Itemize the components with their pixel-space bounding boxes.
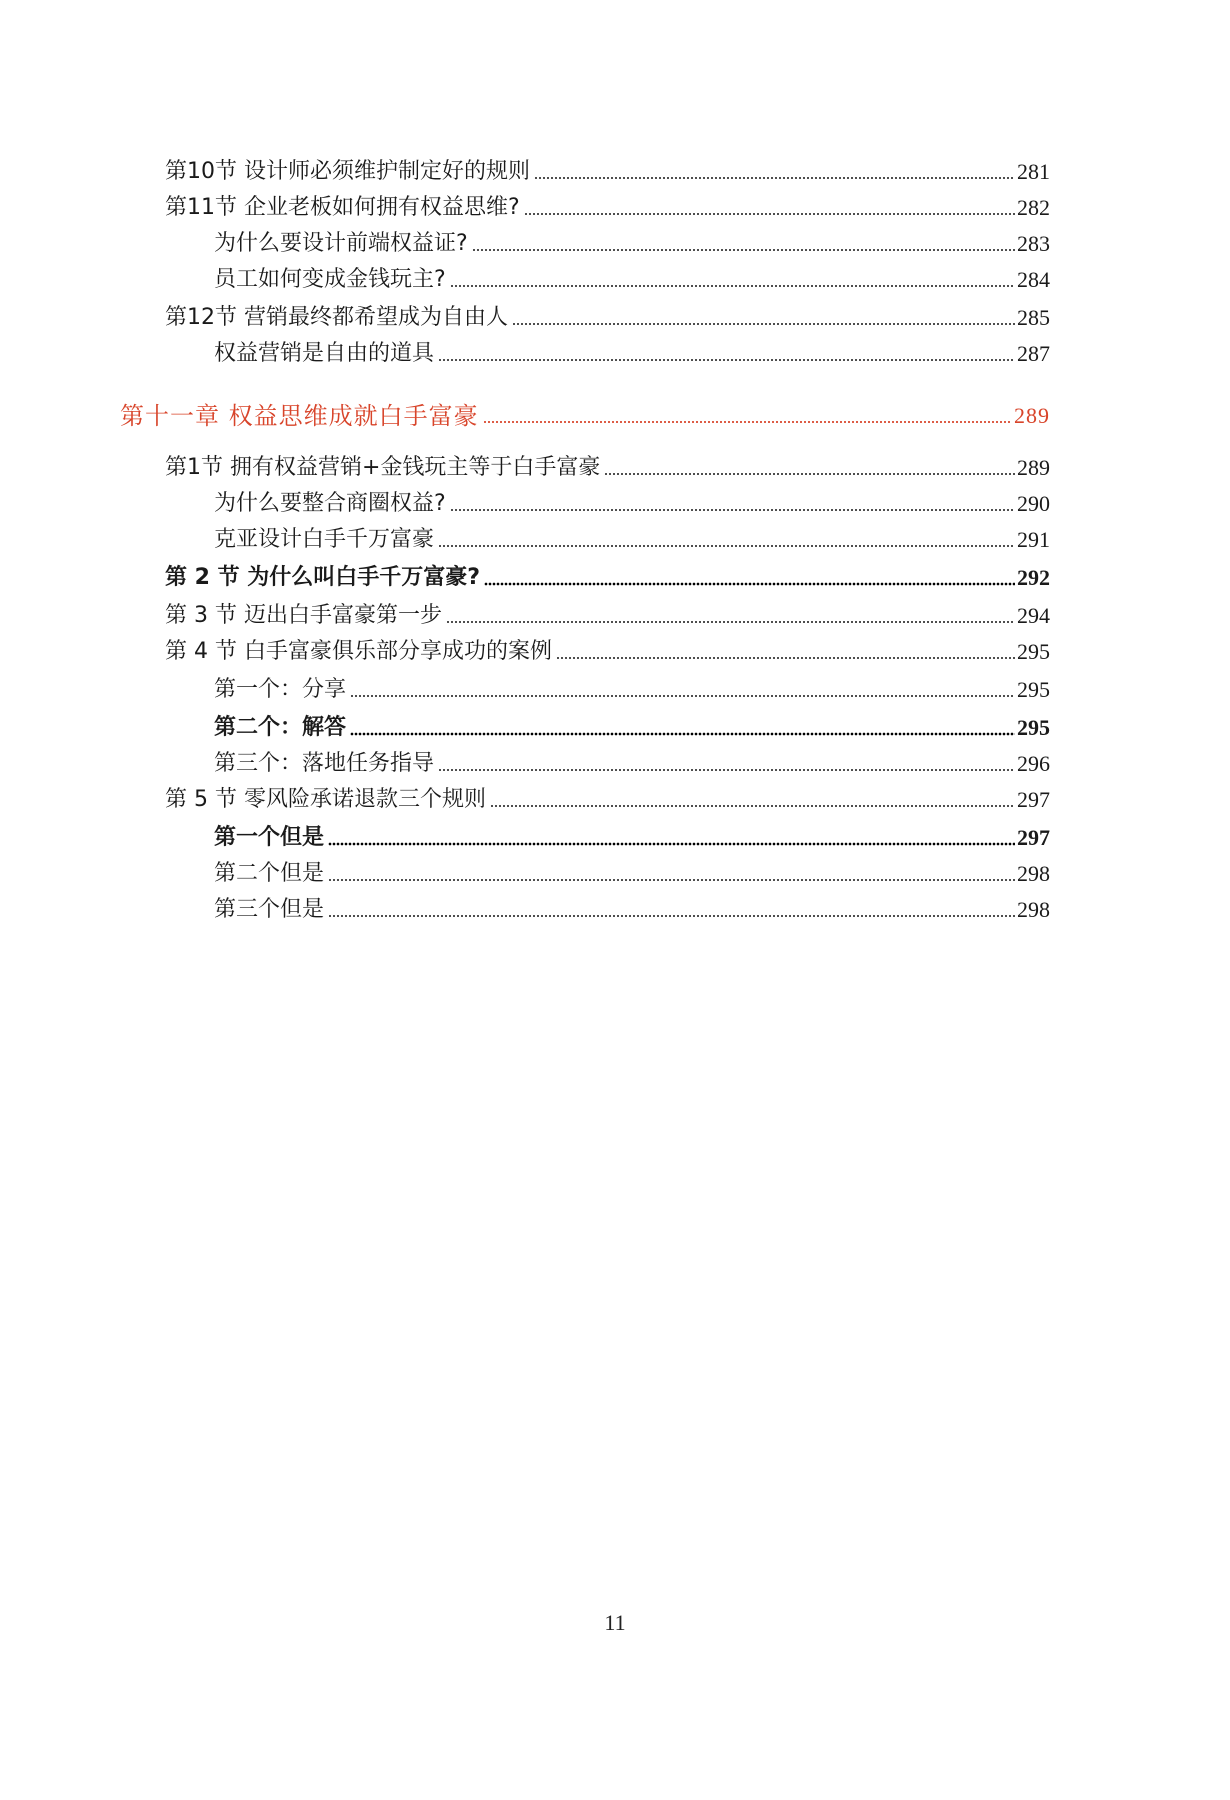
dot-leader [438, 544, 1015, 548]
dot-leader [524, 212, 1015, 216]
toc-entry [165, 448, 1050, 482]
toc-entry-title: 第 5 节 零风险承诺退款三个规则 [165, 787, 486, 812]
toc-entry [165, 632, 1050, 666]
dot-leader [350, 694, 1015, 698]
toc-entry-title: 为什么要整合商圈权益? [214, 491, 446, 516]
dot-leader [484, 582, 1015, 586]
toc-entry-title: 第一个：分享 [214, 677, 347, 702]
dot-leader [450, 508, 1015, 512]
toc-entry-page-number: 289 [1014, 403, 1050, 428]
toc-entry [214, 708, 1050, 742]
toc-entry-title: 第1节 拥有权益营销+金钱玩主等于白手富豪 [165, 455, 601, 480]
dot-leader [472, 248, 1015, 252]
toc-entry-page-number: 291 [1017, 527, 1050, 552]
toc-chapter-entry [120, 396, 1050, 430]
toc-entry [165, 596, 1050, 630]
toc-entry-page-number: 290 [1017, 491, 1050, 516]
toc-entry-page-number: 295 [1017, 715, 1050, 740]
toc-entry-title: 第十一章 权益思维成就白手富豪 [120, 402, 479, 430]
toc-entry [214, 854, 1050, 888]
toc-entry-page-number: 296 [1017, 751, 1050, 776]
toc-entry [165, 152, 1050, 186]
dot-leader [556, 656, 1015, 660]
toc-entry [165, 558, 1050, 592]
toc-entry-page-number: 292 [1017, 565, 1050, 590]
toc-entry-page-number: 289 [1017, 455, 1050, 480]
toc-entry-title: 员工如何变成金钱玩主? [214, 267, 446, 292]
dot-leader [438, 358, 1015, 362]
dot-leader [450, 284, 1015, 288]
toc-entry-title: 为什么要设计前端权益证? [214, 231, 468, 256]
dot-leader [328, 914, 1015, 918]
toc-entry [214, 818, 1050, 852]
dot-leader [490, 804, 1015, 808]
toc-entry [214, 224, 1050, 258]
toc-entry [165, 298, 1050, 332]
toc-entry-title: 第二个但是 [214, 861, 325, 886]
toc-entry-page-number: 297 [1017, 825, 1050, 850]
toc-entry [214, 334, 1050, 368]
dot-leader [534, 176, 1015, 180]
toc-entry-title: 第 3 节 迈出白手富豪第一步 [165, 603, 442, 628]
dot-leader [350, 732, 1015, 736]
toc-entry [214, 890, 1050, 924]
toc-entry-title: 第12节 营销最终都希望成为自由人 [165, 305, 508, 330]
toc-entry-title: 第三个：落地任务指导 [214, 751, 435, 776]
toc-entry-page-number: 283 [1017, 231, 1050, 256]
toc-entry [165, 188, 1050, 222]
toc-entry [214, 484, 1050, 518]
toc-entry-title: 第 4 节 白手富豪俱乐部分享成功的案例 [165, 639, 552, 664]
toc-entry-page-number: 298 [1017, 861, 1050, 886]
toc-entry-page-number: 285 [1017, 305, 1050, 330]
page-number: 11 [604, 1610, 626, 1635]
dot-leader [446, 620, 1015, 624]
toc-entry-page-number: 281 [1017, 159, 1050, 184]
toc-entry-page-number: 282 [1017, 195, 1050, 220]
toc-entry-title: 第11节 企业老板如何拥有权益思维? [165, 195, 520, 220]
toc-entry-title: 克亚设计白手千万富豪 [214, 527, 435, 552]
toc-entry-title: 权益营销是自由的道具 [214, 341, 435, 366]
toc-entry [165, 780, 1050, 814]
toc-entry-title: 第10节 设计师必须维护制定好的规则 [165, 159, 530, 184]
toc-entry-title: 第 2 节 为什么叫白手千万富豪? [165, 565, 481, 590]
toc-entry [214, 260, 1050, 294]
toc-entry-page-number: 297 [1017, 787, 1050, 812]
toc-entry-page-number: 298 [1017, 897, 1050, 922]
dot-leader [604, 472, 1015, 476]
toc-entry-page-number: 284 [1017, 267, 1050, 292]
dot-leader [483, 420, 1012, 424]
dot-leader [438, 768, 1015, 772]
dot-leader [512, 322, 1015, 326]
dot-leader [328, 842, 1015, 846]
toc-entry-title: 第二个：解答 [214, 715, 347, 740]
toc-entry [214, 744, 1050, 778]
toc-entry-page-number: 295 [1017, 677, 1050, 702]
toc-entry [214, 520, 1050, 554]
toc-entry-page-number: 287 [1017, 341, 1050, 366]
dot-leader [328, 878, 1015, 882]
toc-entry-page-number: 294 [1017, 603, 1050, 628]
toc-entry-title: 第一个但是 [214, 825, 325, 850]
toc-entry-title: 第三个但是 [214, 897, 325, 922]
toc-entry [214, 670, 1050, 704]
toc-entry-page-number: 295 [1017, 639, 1050, 664]
